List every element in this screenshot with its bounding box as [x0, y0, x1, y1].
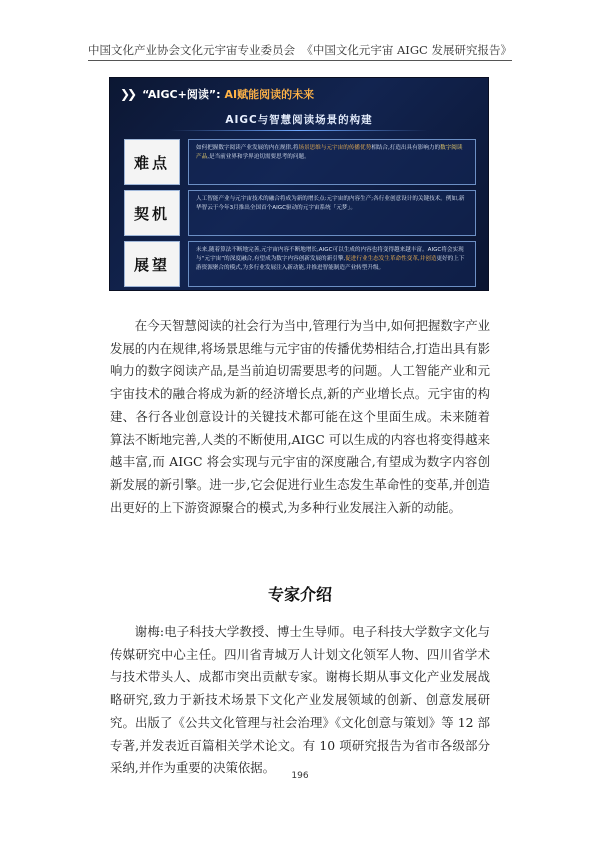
figure-text-segment: 人工智能产业与元宇宙技术的融合将成为新的增长点:元宇宙的内容生产;各行业创意设计的关键技术。例如,新华智云于今年3月推出全国首个AIGC驱动的元宇宙系统「元梦」。	[196, 196, 465, 211]
figure-image	[110, 78, 488, 290]
figure-text-highlight: 数字阅读产品	[196, 145, 463, 160]
figure-row-text	[188, 241, 476, 287]
page-number: 196	[291, 771, 309, 781]
figure-subtitle: AI赋能阅读的未来	[224, 88, 315, 101]
figure-row-opportunity	[124, 190, 476, 236]
figure-text-segment: 如何把握数字阅读产业发展的内在规律,将	[196, 145, 299, 151]
figure-text-segment: 未来,随着算法不断地完善,元宇宙内容不断地增长,AIGC可以生成的内容也将变得越来越丰富。AIGC将会实现与“元宇宙”的深度融合,有望成为数字内容创新发展的新引擎,	[196, 247, 464, 262]
figure-title-divider	[170, 130, 428, 131]
body-paragraph: 在今天智慧阅读的社会行为当中,管理行为当中,如何把握数字产业发展的内在规律,将场景思维与元宇宙的传播优势相结合,打造出具有影响力的数字阅读产品,是当前迫切需要思考的问题。人工智能产业和元宇宙技术的融合将成为新的经济增长点,新的产业增长点。元宇宙的构建、各行各业创意设计的关键技术都可能在这个里面生成。未来随着算法不断地完善,人类的不断使用,AIGC 可以生成的内容也将变得越来越丰富,而 AIGC 将会实现与元宇宙的深度融合,有望成为数字内容创新发展的新引擎。进一步,它会促进行业生态发生革命性的变革,并创造出更好的上下游资源聚合的模式,为多种行业发展注入新的动能。	[110, 318, 490, 515]
figure-text-segment: 更好的上下游资源聚合的模式,为多行业发展注入新动能,并推进智能制造产业转型升级。	[196, 256, 465, 271]
header-rule	[88, 60, 512, 61]
figure-text-highlight: 场景思维与元宇宙的传播优势	[298, 145, 372, 151]
header-right: 《中国文化元宇宙 AIGC 发展研究报告》	[301, 43, 512, 57]
figure-row-difficulty	[124, 139, 476, 185]
double-chevron-icon: ❯❯	[120, 87, 135, 101]
figure-title: AIGC与智慧阅读场景的构建	[225, 114, 373, 126]
figure-row-label: 难点	[124, 139, 180, 185]
figure-tag: “AIGC+阅读”:	[142, 88, 221, 101]
header-left: 中国文化产业协会文化元宇宙专业委员会	[88, 43, 295, 57]
figure-text-segment: 相结合,打造出具有影响力的	[371, 145, 441, 151]
section-title: 专家介绍	[267, 585, 332, 604]
figure-row-text	[188, 139, 476, 185]
figure-text-highlight: 促进行业生态发生革命性变革,并创造	[345, 256, 437, 262]
figure-row-label: 契机	[124, 190, 180, 236]
page-header	[88, 38, 512, 58]
figure-heading	[120, 86, 314, 102]
figure-row-outlook	[124, 241, 476, 287]
figure-text-segment: ,是当前业界和学界迫切需要思考的问题。	[207, 154, 310, 160]
figure-row-text	[188, 190, 476, 236]
figure-row-label: 展望	[124, 241, 180, 287]
expert-bio-paragraph: 谢梅:电子科技大学教授、博士生导师。电子科技大学数字文化与传媒研究中心主任。四川省青城万人计划文化领军人物、四川省学术与技术带头人、成都市突出贡献专家。谢梅长期从事文化产业发展战略研究,致力于新技术场景下文化产业发展领域的创新、创意发展研究。出版了《公共文化管理与社会治理》《文化创意与策划》等 12 部专著,并发表近百篇相关学术论文。有 10 项研究报告为省市各级部分采纳,并作为重要的决策依据。	[110, 624, 490, 776]
